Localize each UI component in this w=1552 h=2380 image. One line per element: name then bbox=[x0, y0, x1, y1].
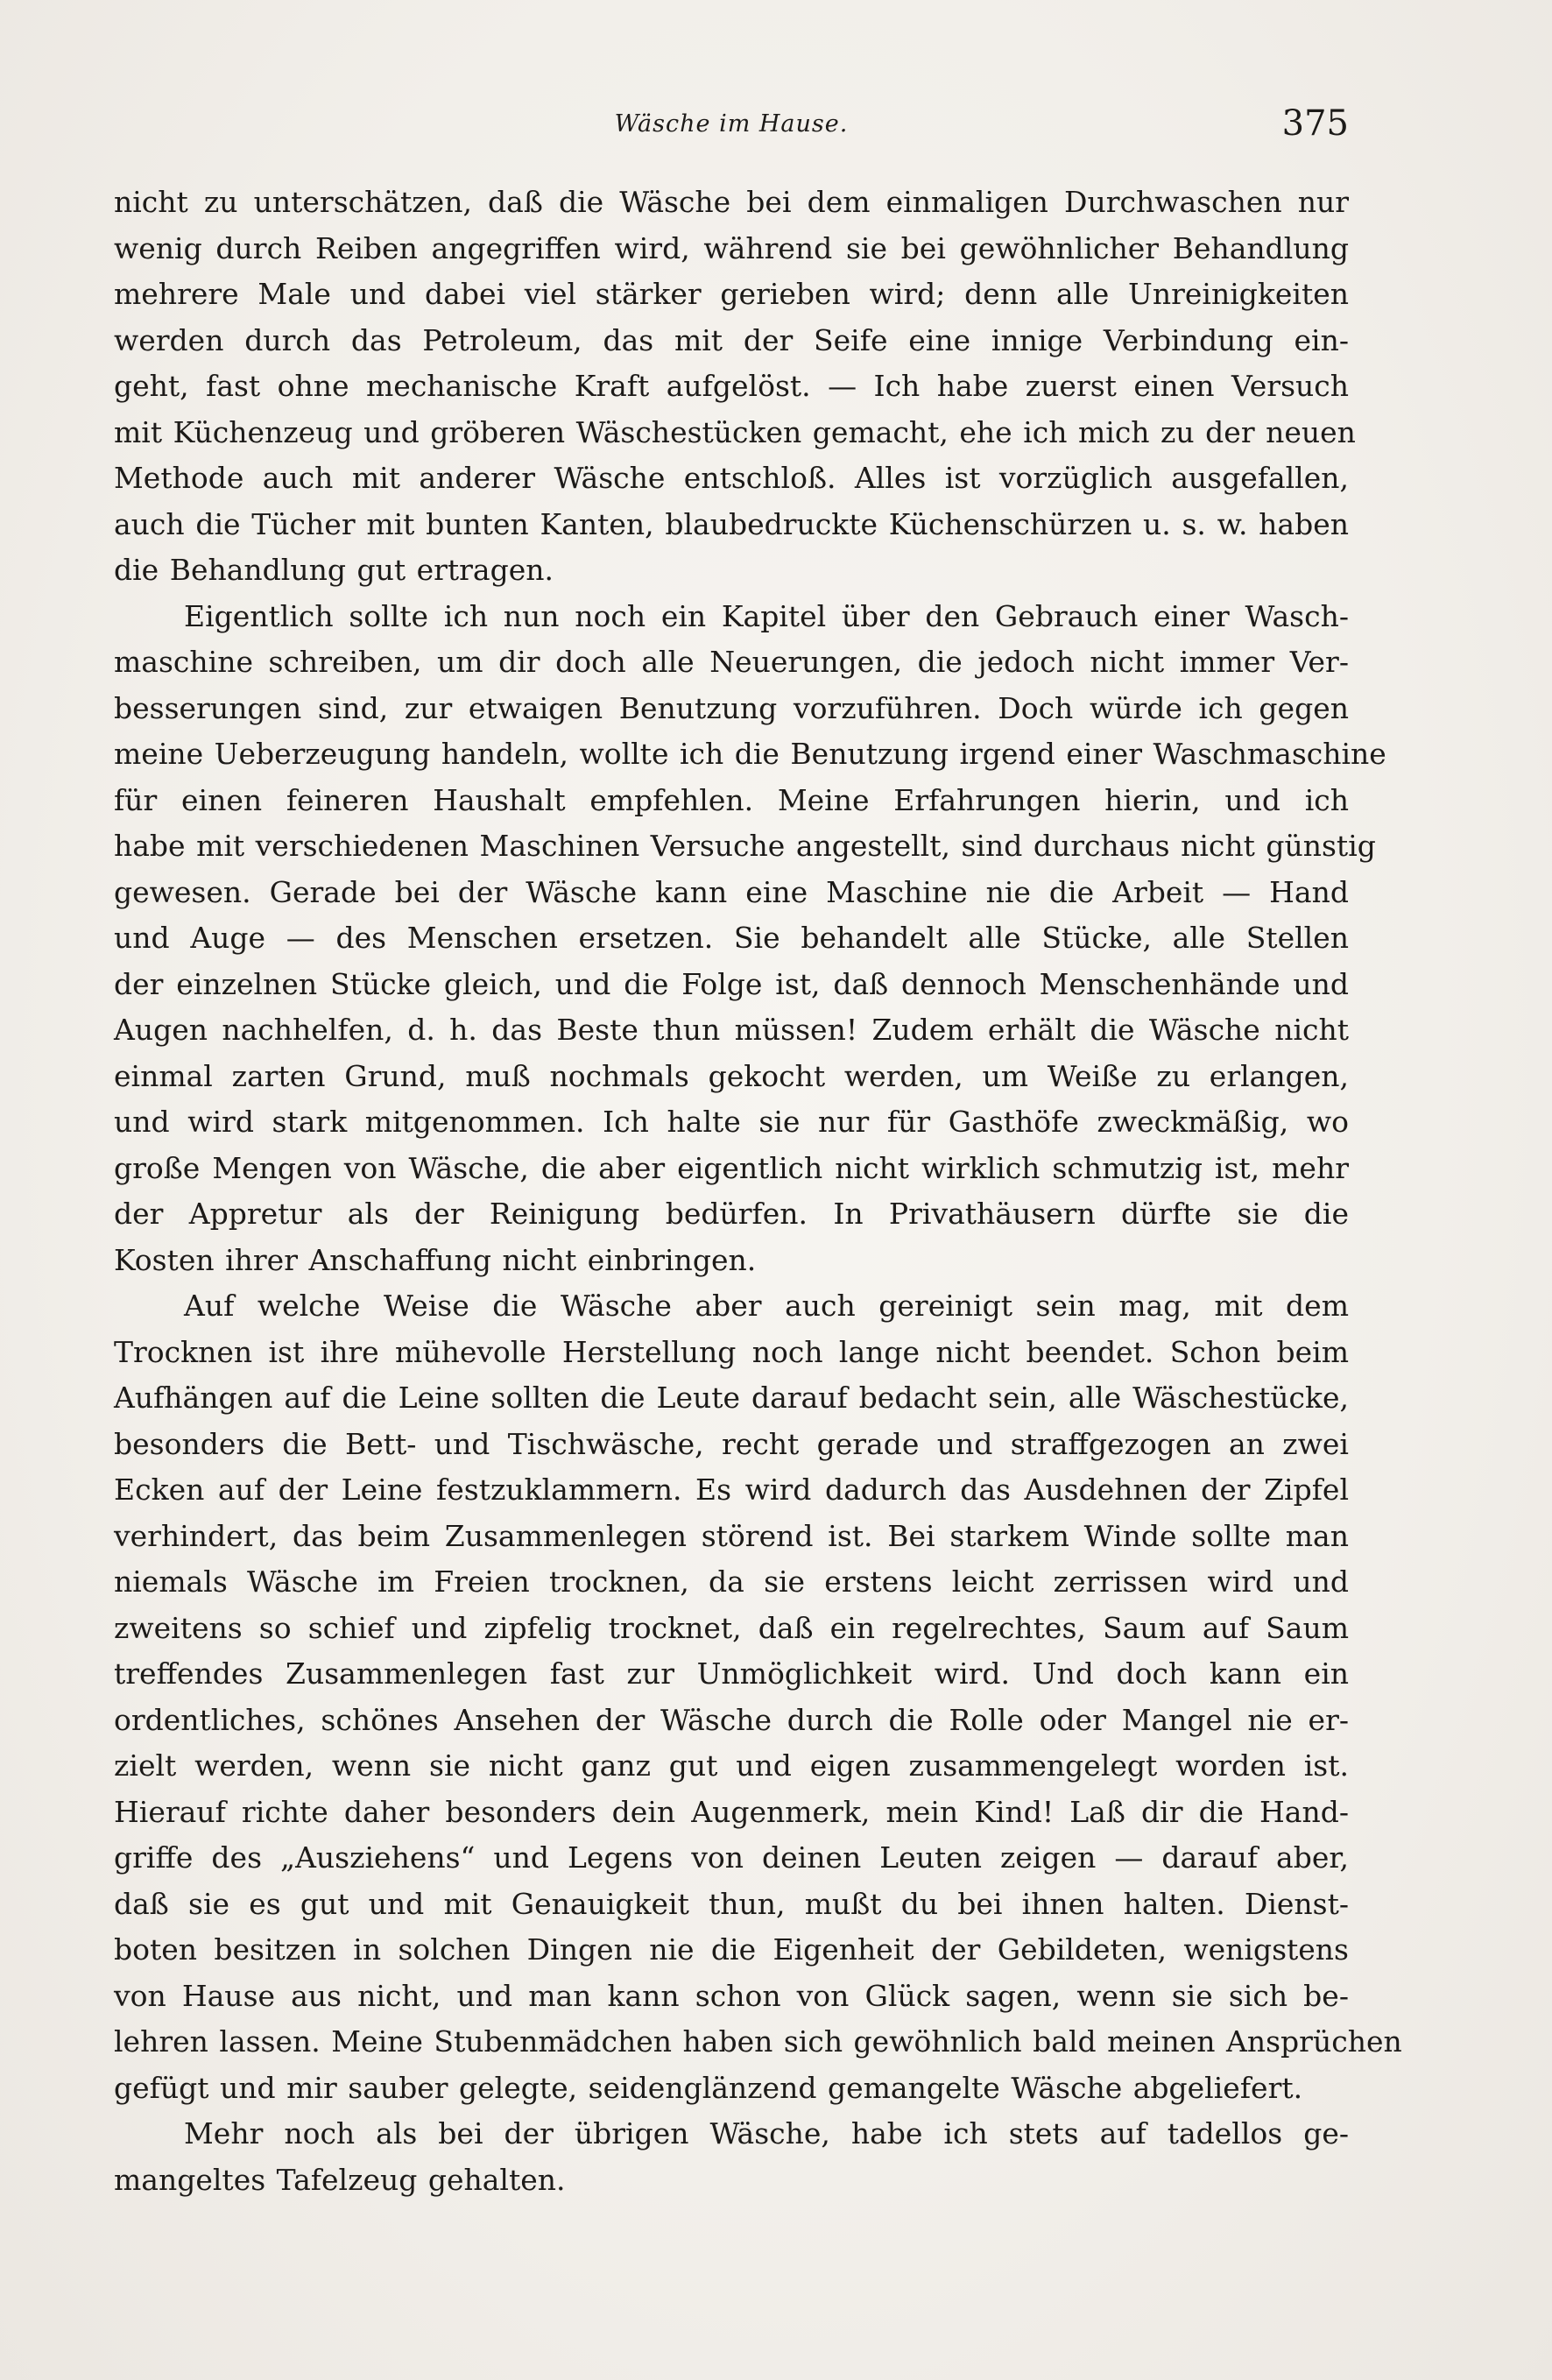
text-line: lehren lassen. Meine Stubenmädchen haben sich gewöhnlich bald meinen Ansprüchen bbox=[114, 2024, 1402, 2059]
text-line: ordentliches, schönes Ansehen der Wäsche durch die Rolle oder Mangel nie er- bbox=[114, 1702, 1349, 1737]
text-line: wenig durch Reiben angegriffen wird, während sie bei gewöhnlicher Behandlung bbox=[114, 230, 1349, 265]
paragraph-2 bbox=[114, 594, 1386, 1284]
text-line: zweitens so schief und zipfelig trocknet, daß ein regelrechtes, Saum auf Saum bbox=[114, 1610, 1349, 1645]
text-line: habe mit verschiedenen Maschinen Versuche angestellt, sind durchaus nicht günstig bbox=[114, 829, 1376, 863]
running-title: Wäsche im Hause. bbox=[614, 110, 849, 138]
text-line: Hierauf richte daher besonders dein Augenmerk, mein Kind! Laß dir die Hand- bbox=[114, 1794, 1349, 1829]
paragraph-4 bbox=[114, 2111, 1349, 2203]
text-line: Ecken auf der Leine festzuklammern. Es wird dadurch das Ausdehnen der Zipfel bbox=[114, 1472, 1349, 1507]
text-line: griffe des „Ausziehens“ und Legens von deinen Leuten zeigen — darauf aber, bbox=[114, 1840, 1349, 1875]
text-line: für einen feineren Haushalt empfehlen. Meine Erfahrungen hierin, und ich bbox=[114, 782, 1349, 817]
text-line: Mehr noch als bei der übrigen Wäsche, habe ich stets auf tadellos ge- bbox=[184, 2116, 1349, 2150]
text-line: treffendes Zusammenlegen fast zur Unmöglichkeit wird. Und doch kann ein bbox=[114, 1656, 1349, 1691]
paragraph-3 bbox=[114, 1283, 1402, 2111]
text-line: Auf welche Weise die Wäsche aber auch gereinigt sein mag, mit dem bbox=[184, 1289, 1349, 1323]
text-line: mehrere Male und dabei viel stärker gerieben wird; denn alle Unreinigkeiten bbox=[114, 277, 1349, 311]
text-line: auch die Tücher mit bunten Kanten, blaubedruckte Küchenschürzen u. s. w. haben bbox=[114, 506, 1349, 541]
text-line: gefügt und mir sauber gelegte, seidenglänzend gemangelte Wäsche abgeliefert. bbox=[114, 2070, 1303, 2105]
text-line: Aufhängen auf die Leine sollten die Leute darauf bedacht sein, alle Wäschestücke, bbox=[114, 1381, 1349, 1415]
text-line: von Hause aus nicht, und man kann schon von Glück sagen, wenn sie sich be- bbox=[114, 1978, 1349, 2013]
text-line: besonders die Bett- und Tischwäsche, recht gerade und straffgezogen an zwei bbox=[114, 1426, 1349, 1461]
text-line: und wird stark mitgenommen. Ich halte sie nur für Gasthöfe zweckmäßig, wo bbox=[114, 1105, 1349, 1139]
text-line: nicht zu unterschätzen, daß die Wäsche bei dem einmaligen Durchwaschen nur bbox=[114, 185, 1349, 219]
text-line: mit Küchenzeug und gröberen Wäschestücken gemacht, ehe ich mich zu der neuen bbox=[114, 414, 1356, 449]
page-number: 375 bbox=[1281, 103, 1349, 144]
text-line: Trocknen ist ihre mühevolle Herstellung noch lange nicht beendet. Schon beim bbox=[114, 1334, 1349, 1369]
text-line: Augen nachhelfen, d. h. das Beste thun müssen! Zudem erhält die Wäsche nicht bbox=[114, 1013, 1349, 1047]
text-line: maschine schreiben, um dir doch alle Neuerungen, die jedoch nicht immer Ver- bbox=[114, 645, 1349, 679]
text-line: Eigentlich sollte ich nun noch ein Kapitel über den Gebrauch einer Wasch- bbox=[184, 598, 1349, 633]
paragraph-1 bbox=[114, 180, 1356, 594]
text-line: geht, fast ohne mechanische Kraft aufgelöst. — Ich habe zuerst einen Versuch bbox=[114, 369, 1349, 403]
text-line: einmal zarten Grund, muß nochmals gekocht werden, um Weiße zu erlangen, bbox=[114, 1058, 1349, 1093]
text-line: gewesen. Gerade bei der Wäsche kann eine Maschine nie die Arbeit — Hand bbox=[114, 874, 1349, 909]
text-line: niemals Wäsche im Freien trocknen, da sie erstens leicht zerrissen wird und bbox=[114, 1564, 1349, 1599]
text-line: zielt werden, wenn sie nicht ganz gut und eigen zusammengelegt worden ist. bbox=[114, 1748, 1349, 1783]
text-line: der Appretur als der Reinigung bedürfen. In Privathäusern dürfte sie die bbox=[114, 1197, 1349, 1231]
text-line: mangeltes Tafelzeug gehalten. bbox=[114, 2162, 566, 2197]
text-line: die Behandlung gut ertragen. bbox=[114, 553, 554, 587]
text-line: und Auge — des Menschen ersetzen. Sie behandelt alle Stücke, alle Stellen bbox=[114, 921, 1349, 955]
text-line: große Mengen von Wäsche, die aber eigentlich nicht wirklich schmutzig ist, mehr bbox=[114, 1150, 1349, 1185]
text-line: daß sie es gut und mit Genauigkeit thun, mußt du bei ihnen halten. Dienst- bbox=[114, 1886, 1349, 1921]
text-line: boten besitzen in solchen Dingen nie die Eigenheit der Gebildeten, wenigstens bbox=[114, 1932, 1349, 1967]
page-header bbox=[114, 103, 1349, 156]
text-line: Kosten ihrer Anschaffung nicht einbringen. bbox=[114, 1242, 757, 1277]
text-line: Methode auch mit anderer Wäsche entschloß. Alles ist vorzüglich ausgefallen, bbox=[114, 461, 1349, 495]
text-line: besserungen sind, zur etwaigen Benutzung vorzuführen. Doch würde ich gegen bbox=[114, 690, 1349, 725]
text-line: verhindert, das beim Zusammenlegen störend ist. Bei starkem Winde sollte man bbox=[114, 1518, 1349, 1553]
text-line: der einzelnen Stücke gleich, und die Folge ist, daß dennoch Menschenhände und bbox=[114, 966, 1349, 1001]
body-text bbox=[114, 180, 1402, 2203]
text-line: meine Ueberzeugung handeln, wollte ich die Benutzung irgend einer Waschmaschine bbox=[114, 737, 1386, 771]
text-line: werden durch das Petroleum, das mit der Seife eine innige Verbindung ein- bbox=[114, 322, 1349, 357]
